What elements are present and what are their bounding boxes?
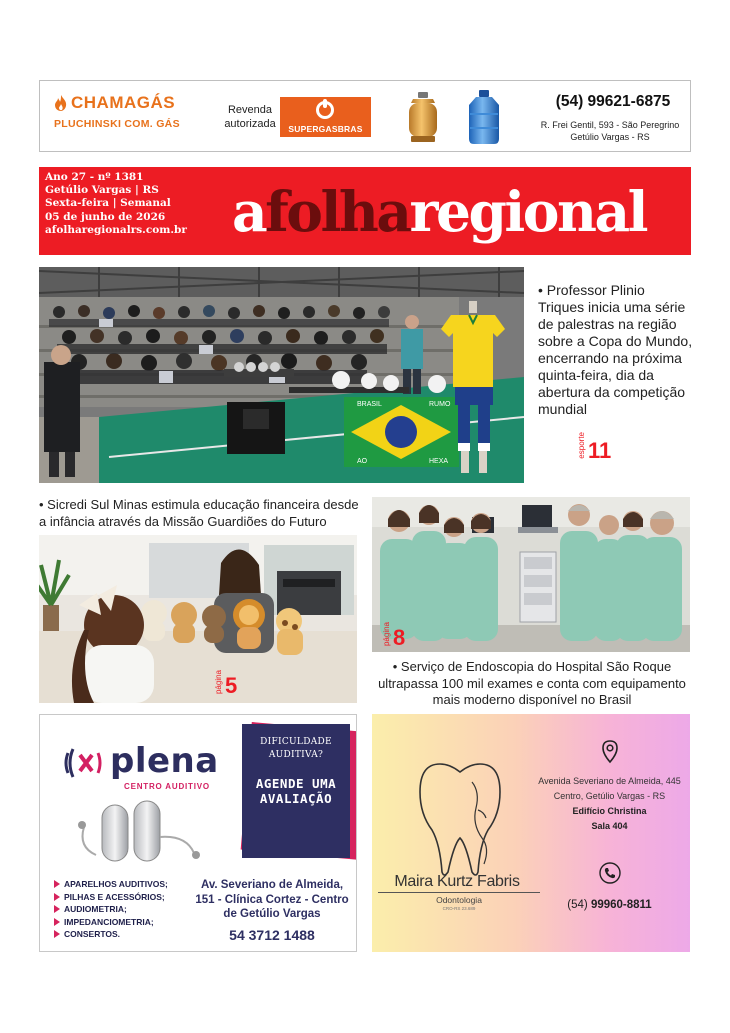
maira-phone[interactable]: (54) 99960-8811 [567, 899, 652, 911]
lead-photo[interactable] [39, 267, 524, 483]
lead-page-reference[interactable] [577, 432, 611, 462]
triangle-bullet-icon [54, 905, 60, 913]
address-line-1: R. Frei Gentil, 593 - São Peregrino [540, 120, 680, 130]
newspaper-title [191, 169, 687, 253]
tooth-icon [410, 752, 510, 882]
title-part-folha: folha [265, 178, 410, 244]
supergasbras-label: SUPERGASBRAS [288, 124, 363, 134]
medical-team-scene [372, 497, 690, 652]
title-part-a: a [231, 178, 266, 244]
phone-icon [599, 862, 621, 884]
plena-address: Av. Severiano de Almeida, 151 - Clínica Cortez - Centro de Getúlio Vargas [195, 879, 349, 920]
sound-waves-icon [62, 743, 108, 783]
plena-question: DIFICULDADE AUDITIVA? [260, 737, 332, 760]
power-icon [316, 101, 334, 119]
banner-word-3: AO [357, 458, 368, 465]
water-jug-icon [466, 89, 502, 145]
service-item: IMPEDANCIOMETRIA; [54, 916, 194, 929]
plena-brand: plena [110, 741, 219, 781]
maira-address: Avenida Severiano de Almeida, 445 Centro, Getúlio Vargas - RS Edifício Christina Sala 404 [538, 776, 681, 831]
gas-cylinder-icon [405, 91, 441, 143]
maira-registration: CRO-RS 23.689 [442, 906, 476, 911]
triangle-bullet-icon [54, 880, 60, 888]
sicredi-page-reference[interactable] [214, 670, 237, 697]
plena-logo [62, 741, 222, 791]
service-item: CONSERTOS. [54, 928, 194, 941]
sicredi-story-headline[interactable]: • Sicredi Sul Minas estimula educação financeira desde a infância através da Missão Guardiões do Futuro [39, 497, 359, 529]
sicredi-page-number: 5 [225, 673, 238, 699]
edition-date: 05 de junho de 2026 [45, 210, 166, 223]
plena-advertisement[interactable] [39, 714, 357, 952]
maira-specialty: Odontologia [436, 895, 482, 905]
chamagas-company: PLUCHINSKI COM. GÁS [54, 118, 180, 130]
top-advertisement [39, 80, 691, 152]
service-item: AUDIOMETRIA; [54, 903, 194, 916]
plena-services-list [54, 878, 194, 941]
lead-page-number: 11 [588, 437, 612, 463]
maira-name: Maira Kurtz Fabris [394, 873, 520, 890]
address-line-2: Getúlio Vargas - RS [570, 132, 650, 142]
chamagas-address [530, 119, 690, 143]
edition-number: Ano 27 - nº 1381 [45, 171, 144, 183]
service-item: APARELHOS AUDITIVOS; [54, 878, 194, 891]
sicredi-section-label: página [214, 670, 223, 695]
plena-cta[interactable]: AGENDE UMA AVALIAÇÃO [255, 776, 337, 806]
banner-word-4: HEXA [429, 458, 449, 465]
banner-word-1: BRASIL [357, 401, 382, 408]
service-item: PILHAS E ACESSÓRIOS; [54, 891, 194, 904]
endoscopy-photo[interactable] [372, 497, 690, 652]
edition-frequency: Sexta-feira | Semanal [45, 197, 171, 210]
plena-tagline: CENTRO AUDITIVO [124, 782, 210, 791]
maira-advertisement[interactable] [372, 714, 690, 952]
website-link[interactable]: afolharegionalrs.com.br [45, 223, 187, 236]
lead-section-label: esporte [577, 432, 586, 459]
triangle-bullet-icon [54, 918, 60, 926]
banner-word-2: RUMO [429, 401, 451, 408]
hearing-aids-icon [76, 797, 206, 869]
masthead [39, 167, 691, 255]
children-plush-scene [39, 535, 357, 703]
chamagas-logo [54, 93, 214, 130]
edition-info [45, 171, 195, 237]
gym-audience-scene [39, 267, 524, 483]
triangle-bullet-icon [54, 893, 60, 901]
plena-cta-box[interactable] [242, 724, 350, 858]
endoscopy-page-number: 8 [393, 625, 406, 651]
supergasbras-logo [280, 97, 371, 137]
edition-city: Getúlio Vargas | RS [45, 184, 159, 197]
flame-icon [54, 94, 68, 112]
chamagas-phone: (54) 99621-6875 [555, 93, 671, 110]
chamagas-brand: CHAMAGÁS [71, 93, 176, 112]
resale-label: Revenda autorizada [224, 104, 276, 130]
location-pin-icon [602, 740, 618, 764]
endoscopy-section-label: página [382, 622, 391, 647]
name-divider [378, 892, 540, 893]
endoscopy-page-reference[interactable] [382, 622, 405, 649]
endoscopy-story-headline[interactable]: • Serviço de Endoscopia do Hospital São Roque ultrapassa 100 mil exames e conta com equipamento mais moderno disponível no Brasil [378, 659, 686, 707]
triangle-bullet-icon [54, 930, 60, 938]
sicredi-photo[interactable] [39, 535, 357, 703]
plena-phone[interactable]: 54 3712 1488 [229, 927, 315, 943]
title-part-regional: regional [409, 178, 647, 244]
lead-story-headline[interactable]: • Professor Plinio Triques inicia uma série de palestras na região sobre a Copa do Mundo, encerrando na próxima quinta-feira, dia da abertura da competição mundial [538, 282, 693, 417]
